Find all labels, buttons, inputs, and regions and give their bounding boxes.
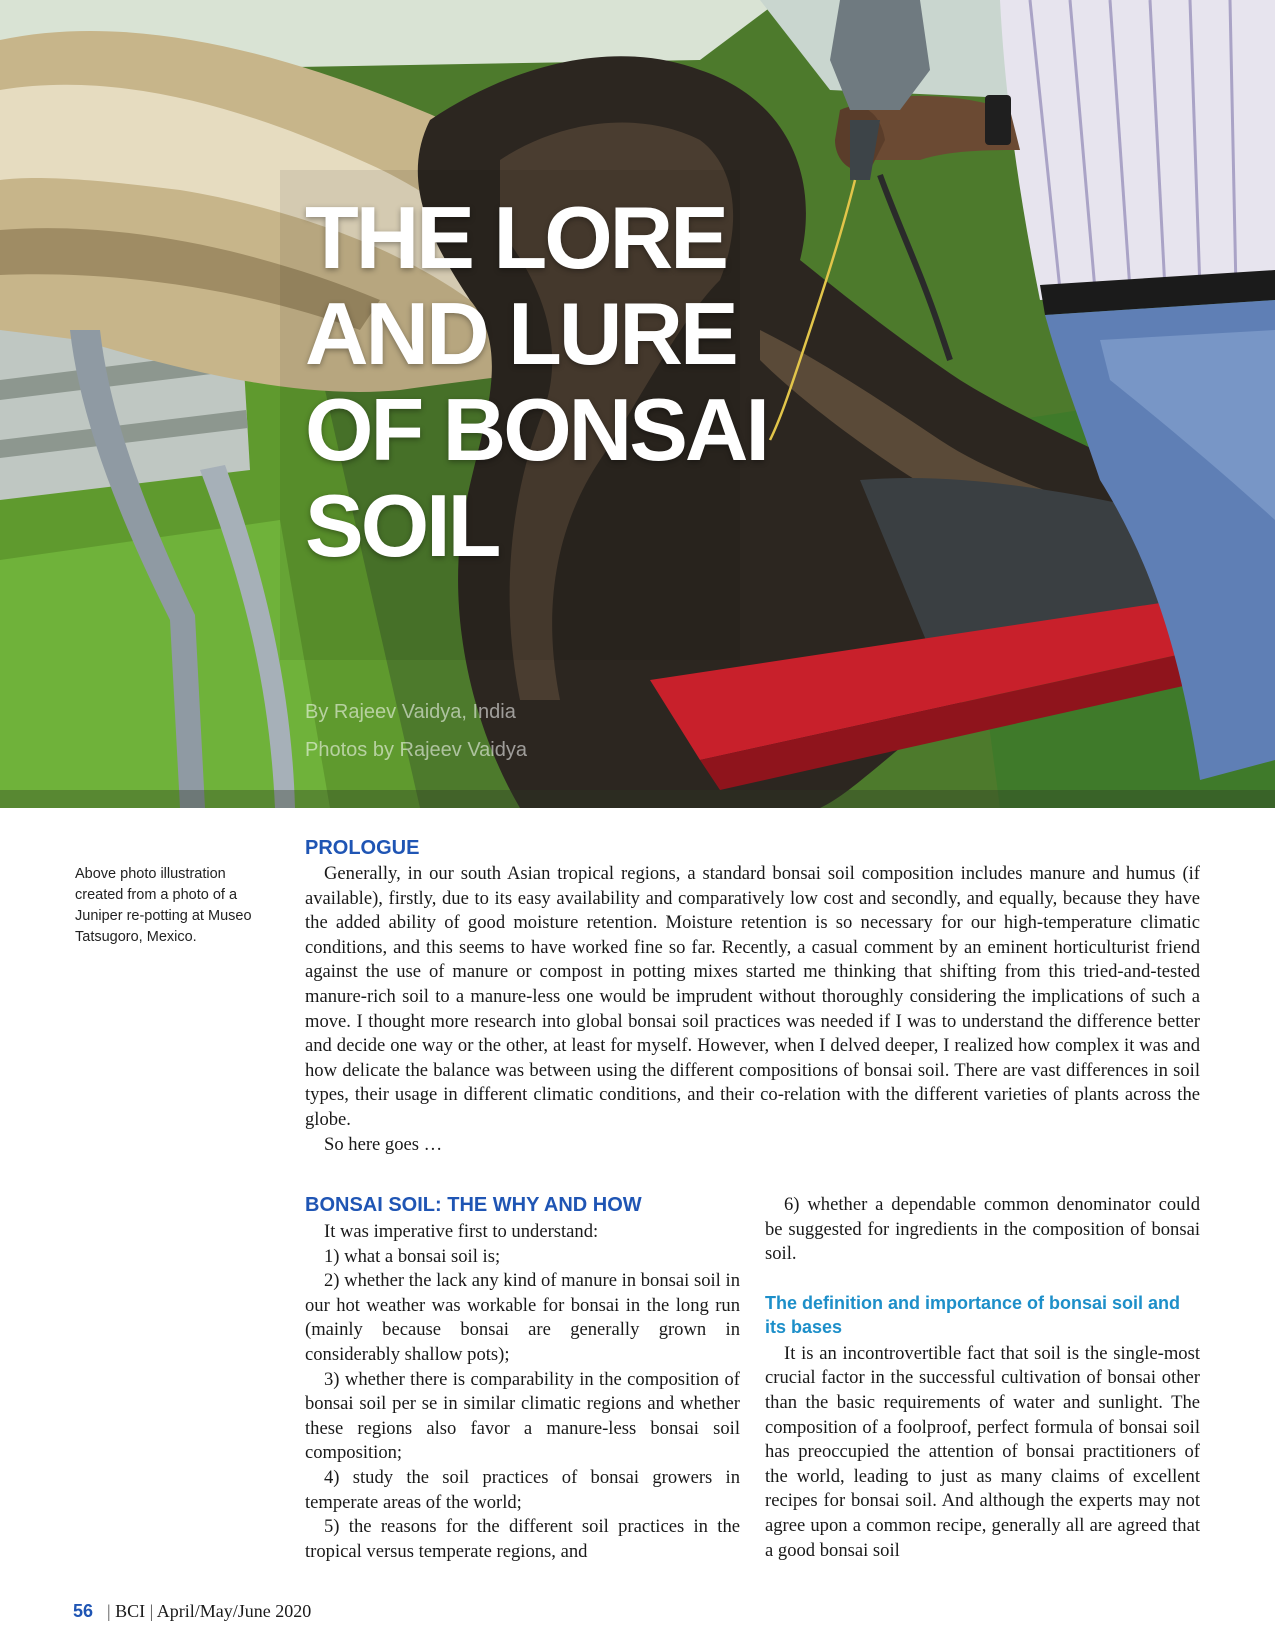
- list-item: 6) whether a dependable common denominator could be suggested for ingredients in the composition of bonsai soil.: [765, 1194, 1200, 1265]
- issue-date: April/May/June 2020: [156, 1601, 312, 1621]
- body-column-right: [765, 1193, 1200, 1563]
- author-byline: By Rajeev Vaidya, India: [305, 701, 516, 723]
- subsection-heading-definition: The definition and importance of bonsai soil and its bases: [765, 1292, 1181, 1337]
- article-title: [305, 190, 825, 574]
- list-item: 3) whether there is comparability in the composition of bonsai soil per se in similar climatic regions and whether these regions also favor a manure-less bonsai soil composition;: [305, 1368, 740, 1464]
- page-number: 56: [73, 1601, 94, 1621]
- section-heading-why-how: BONSAI SOIL: THE WHY AND HOW: [305, 1194, 642, 1216]
- photo-caption: Above photo illustration created from a photo of a Juniper re-potting at Museo Tatsugoro, Mexico.: [75, 866, 252, 945]
- definition-paragraph: It is an incontrovertible fact that soil is the single-most crucial factor in the successful cultivation of bonsai other than the basic requirements of water and sunlight. The composition of a foolproof, perfect formula of bonsai soil has preoccupied the attention of bonsai practitioners of the world, leading to just as many claims of excellent recipes for bonsai soil. And although the experts may not agree upon a common recipe, generally all are agreed that a good bonsai soil: [765, 1342, 1200, 1561]
- section-intro: It was imperative first to understand:: [324, 1221, 599, 1242]
- prologue-paragraph: Generally, in our south Asian tropical regions, a standard bonsai soil composition includes manure and humus (if available), firstly, due to its easy availability and comparatively low cost and secondly, and equally, because they have the added ability of good moisture retention. Moisture retention is so necessary for our high-temperature climatic conditions, and this seems to have worked fine so far. Recently, a casual comment by an eminent horticulturist friend against the use of manure or compost in potting mixes started me thinking that shifting from this tried-and-tested manure-rich soil to a manure-less one would be imprudent without thoroughly considering the implications of such a move. I thought more research into global bonsai soil practices was needed if I was to understand the difference better and decide one way or the other, at least for myself. However, when I delved deeper, I realized how complex it was and how delicate the balance was between using the different compositions of bonsai soil. There are vast differences in soil types, their usage in different climatic conditions, and their co-relation with the different varieties of plants across the globe.: [305, 863, 1200, 1130]
- list-item: 4) study the soil practices of bonsai growers in temperate areas of the world;: [305, 1466, 740, 1513]
- photo-credit: Photos by Rajeev Vaidya: [305, 739, 527, 761]
- footer-separator: |: [107, 1601, 116, 1621]
- list-item: 1) what a bonsai soil is;: [324, 1245, 501, 1267]
- page-footer: [73, 1600, 311, 1622]
- body-column-left: [305, 1193, 740, 1564]
- list-item: 5) the reasons for the different soil practices in the tropical versus temperate regions, and: [305, 1516, 740, 1562]
- prologue-section: [305, 836, 1200, 1157]
- prologue-heading: PROLOGUE: [305, 837, 420, 859]
- byline-block: [305, 693, 527, 769]
- title-line-4: SOIL: [305, 476, 499, 575]
- prologue-closing: So here goes …: [324, 1133, 443, 1155]
- publication-name: BCI: [115, 1601, 146, 1621]
- title-line-3: OF BONSAI: [305, 380, 767, 479]
- footer-separator: |: [145, 1601, 157, 1621]
- list-item: 2) whether the lack any kind of manure in bonsai soil in our hot weather was workable for bonsai in the long run (mainly because bonsai are generally grown in considerably shallow pots);: [305, 1270, 740, 1365]
- title-line-2: AND LURE: [305, 284, 736, 383]
- hero-photo-illustration: [0, 0, 1275, 808]
- title-line-1: THE LORE: [305, 188, 726, 287]
